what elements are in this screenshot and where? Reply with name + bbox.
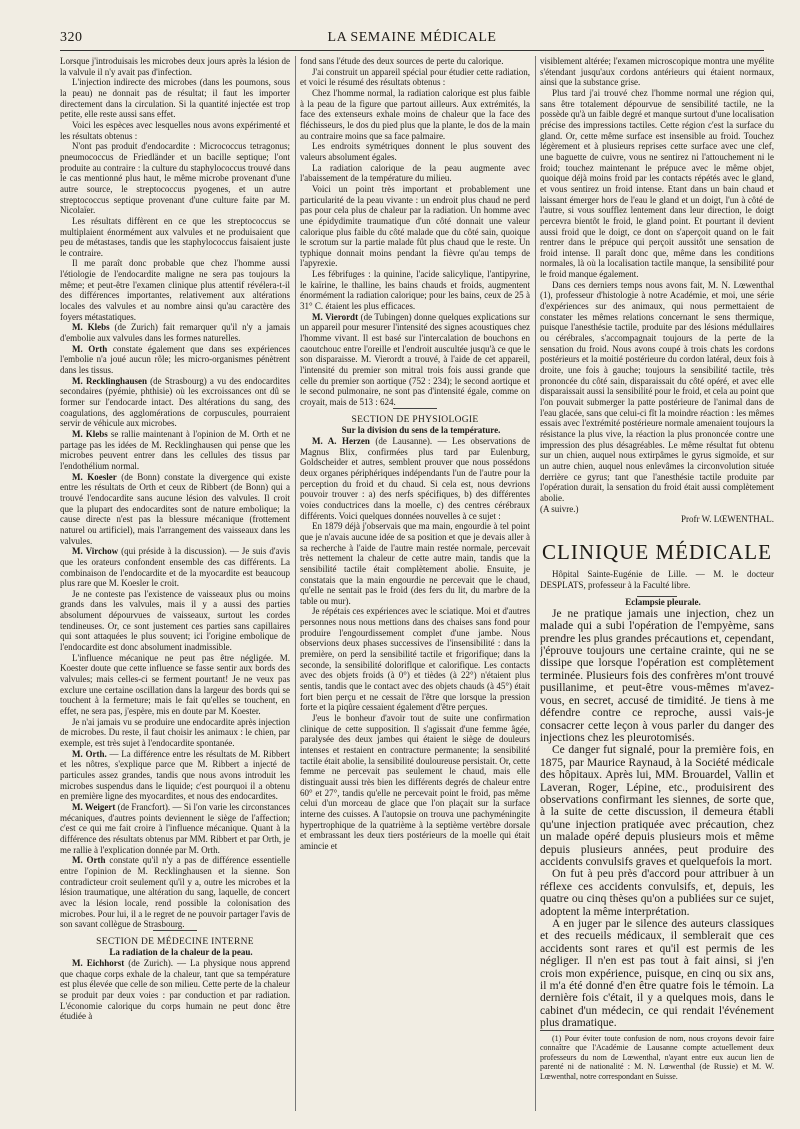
speaker-name: M. Orth [72, 343, 108, 354]
speaker-name: M. Weigert [72, 801, 116, 812]
paragraph: A en juger par le silence des auteurs classiques et des recueils médicaux, il semblerait que ces accidents sont rares et qu'il est permis de les négliger. Il n'en est pas tout à fait ainsi, si j'en crois mon expérience, puisque, en cinq ou six ans, il m'a été donné d'en être quatre fois le témoin. La dernière fois c'était, il y a quelques mois, dans le cabinet d'un médecin, ce qui rendait l'événement plus dramatique. [540, 918, 774, 1030]
speaker-text: (de Zurich) fait remarquer qu'il n'y a jamais d'embolie aux valvules dans les formes naturelles. [60, 322, 290, 344]
speaker-text: (de Lausanne). — Les observations de Magnus Blix, confirmées plus tard par Eulenburg, Goldscheider et autres, semblent prouver que nous possédons deux organes périphériques indépendants l'un de l'autre pour la perception du froid et du chaud. Si cela est, nous devrions pouvoir trouver : a) des nerfs spécifiques, b) des différentes voies conductrices dans la moelle, c) des centres cérébraux différents. Voici quelques données nouvelles à ce sujet : [300, 435, 530, 521]
clinique-byline: Hôpital Sainte-Eugénie de Lille. — M. le docteur DESPLATS, professeur à la Faculté libre. [540, 569, 774, 597]
text-column-middle [300, 56, 530, 1111]
speaker-text: (de Francfort). — Si l'on varie les circonstances mécaniques, d'autres points deviennent le siège de l'affection; c'est ce qui me fait croire à l'influence mécanique. Quant à la différence des résultats obtenus par MM. Ribbert et par Orth, je me rallie à l'explication donnée par M. Orth. [60, 801, 290, 855]
paragraph [60, 958, 290, 1022]
paragraph: Dans ces derniers temps nous avons fait, M. N. Lœwenthal (1), professeur d'histologie à notre Académie, et moi, une série d'expériences sur des animaux, qui nous permettaient de constater les mêmes relations concernant le sens thermique, puisque l'anesthésie tactile, produite par des lésions médullaires ou cérébrales, s'accompagnait toujours de la perte de la sensation du froid. Nous avons coupé à trois chats les cordons postérieurs et la moitié postérieure du cordon latéral, deux fois à droite, une fois à gauche; toujours la sensibilité tactile, très prononcée du côté sain, disparaissait du côté opéré, et avec elle disparaissait aussi la sensibilité pour le froid, et cela au point que l'on pouvait submerger la patte postérieure de l'animal dans de l'eau glacée, sans que celui-ci fît la moindre réaction : les mêmes essais avec l'extrémité postérieure normale amenaient toujours la résistance la plus vive, la réaction la plus prononcée contre une impression des plus désagréables. Le même résultat fut obtenu sur un chien, auquel nous extirpâmes le gyrus sigmoïde, et sur un autre chien, auquel nous enlevâmes la circonvolution située derrière ce gyrus; tant que l'anesthésie tactile produite par l'opération durait, la sensation du froid était aussi complètement abolie. [540, 279, 774, 503]
paragraph [60, 344, 290, 376]
section-heading: SECTION DE PHYSIOLOGIE [300, 408, 530, 426]
page-header [60, 28, 764, 51]
paragraph: L'influence mécanique ne peut pas être négligée. M. Koester doute que cette influence se fasse sentir aux bords des valvules; mais celles-ci se ferment pourtant! Je ne veux pas exclure une certaine oscillation dans la largeur des bords qui se touchent à la fermeture; mais le fait qu'elles se touchent, en effet, ne sera pas, j'espère, mis en doute par M. Koester. [60, 652, 290, 717]
paragraph [60, 546, 290, 589]
paragraph: Lorsque j'introduisais les microbes deux jours après la lésion de la valvule il n'y avait pas d'infection. [60, 56, 290, 77]
paragraph [300, 312, 530, 408]
speaker-text: (de Bonn) constate la divergence qui existe entre les résultats de Orth et ceux de Ribbert (de Bonn) qui a trouvé l'endocardite sans aucune lésion des valvules. Il croit que la plupart des endocardites sont de nature embolique; la cause directe n'est pas la blessure mécanique (frottement naturel ou artificiel), mais l'arrangement des vaisseaux dans les valvules. [60, 471, 290, 546]
paragraph: Ce danger fut signalé, pour la première fois, en 1875, par Maurice Raynaud, à la Société médicale des hôpitaux. Après lui, MM. Brouardel, Vallin et Laveran, Roger, Lépine, etc., produisirent des observations confirmant les siennes, de sorte que, à la suite de cette discussion, il demeura établi qu'une injection pratiquée avec précaution, chez un malade opéré depuis plusieurs mois et même depuis plusieurs années, peut produire des accidents convulsifs graves et quelquefois la mort. [540, 744, 774, 868]
paragraph: Je ne conteste pas l'existence de vaisseaux plus ou moins grands dans les valvules, mais il y a aussi des parties absolument dépourvues de vaisseaux, surtout les cordes tendineuses. Or, ce sont justement ces parties sans capillaires qui sont attaquées le plus souvent; ici l'origine embolique de l'endocardite est donc absolument inadmissible. [60, 588, 290, 653]
paragraph: L'injection indirecte des microbes (dans les poumons, sous la peau) ne donnait pas de résultat; il faut les importer directement dans la circulation. Si la quantité injectée est trop petite, elle reste aussi sans effet. [60, 77, 290, 120]
section-heading: SECTION DE MÉDECINE INTERNE [60, 930, 290, 948]
paragraph: J'eus le bonheur d'avoir tout de suite une confirmation clinique de cette supposition. Il s'agissait d'une femme âgée, paralysée des deux jambes qui étaient le siège de douleurs intenses et restaient en contracture permanente; la sensibilité tactile était abolie, la sensibilité douloureuse persistait. Or, cette femme ne percevait pas seulement le chaud, mais elle distinguait aussi très bien les différents degrés de chaleur entre 60° et 27°, tandis qu'elle ne percevait point le froid, pas même celui d'un morceau de glace que l'on plaçait sur la surface interne des cuisses. A l'autopsie on trouva une pachyméningite hypertrophique de la quatrième à la septième vertèbre dorsale et embrassant les deux tiers postérieurs de la moelle qui était amincie et [300, 713, 530, 851]
paragraph: J'ai construit un appareil spécial pour étudier cette radiation, et voici le résumé des résultats obtenus : [300, 66, 530, 88]
speaker-name: M. Virchow [72, 546, 119, 557]
paragraph [60, 472, 290, 547]
speaker-text: (de Tubingen) donne quelques explications sur un appareil pour mesurer l'intensité des signes acoustiques chez l'homme vivant. Il est basé sur l'intercalation de bouchons en caoutchouc entre l'oreille et l'endroit auscultée jusqu'à ce que le son disparaisse. M. Vierordt a trouvé, à l'aide de cet appareil, l'intensité du premier son mitral trois fois aussi grande que celle du premier son aortique (752 : 234); le second aortique et le second pulmonaire, ne sont pas d'intensité égale, comme on croyait, mais de 513 : 624. [300, 311, 530, 407]
clinique-title: CLINIQUE MÉDICALE [542, 539, 772, 564]
paragraph: Voici les espèces avec lesquelles nous avons expérimenté et les résultats obtenus : [60, 119, 290, 141]
paragraph: Il me paraît donc probable que chez l'homme aussi l'étiologie de l'endocardite maligne ne sera pas toujours la même; et peut-être l'examen clinique plus attentif révélera-t-il des différences importantes, relativement aux altérations locales des valvules et au nombre ainsi qu'au caractère des foyers métastatiques. [60, 258, 290, 322]
paragraph: N'ont pas produit d'endocardite : Micrococcus tetragonus; pneumococcus de Friedländer et un bacille septique; l'ont produite au contraire : la culture du staphylococcus trouvé dans le cas mentionné plus haut, le même microbe provenant d'une autre source, le streptococcus pyogenes, et un autre streptococcus septique provenant d'une culture faite par M. Nicolaïer. [60, 141, 290, 216]
speaker-text: (qui préside à la discussion). — Je suis d'avis que les orateurs confondent ensemble des cas différents. La combinaison de l'endocardite et de la myocardite est beaucoup plus rare que M. Koesler le croit. [60, 546, 290, 589]
speaker-name: M. Eichhorst [72, 958, 125, 969]
column-divider [295, 56, 296, 1111]
paragraph [60, 802, 290, 855]
paragraph: Voici un point très important et probablement une particularité de la peau vivante : un endroit plus chaud ne perd pas pour cela plus de chaleur par la radiation. Un homme avec une épidydimite traumatique d'un côté donnait une valeur calorique plus faible du côté malade que du côté sain, quoique le scrotum sur la partie malade fût plus chaud que le reste. Un typhique donnait moins pendant la fièvre qu'au temps de l'apyrexie. [300, 183, 530, 269]
speaker-text: constate qu'il n'y a pas de différence essentielle entre l'opinion de M. Recklinghausen et la sienne. Son contradicteur croit seulement qu'il y a, outre les microbes et la lésion traumatique, une altération du sang, laquelle, de concert avec la lésion locale, rend possible la colonisation des microbes. Pour lui, il a le regret de ne pouvoir partager l'avis de son savant collègue de Strasbourg. [60, 855, 290, 930]
page-number: 320 [60, 30, 83, 45]
paragraph: La radiation calorique de la peau augmente avec l'abaissement de la température du milieu. [300, 162, 530, 184]
section-subheading: La radiation de la chaleur de la peau. [109, 947, 253, 958]
speaker-name: M. Orth. [72, 748, 107, 759]
speaker-text: — La différence entre les résultats de M. Ribbert et les nôtres, s'explique parce que M. Ribbert a injecté de particules assez grandes, tandis que nous avons introduit les microbes suspendus dans le liquide; c'est pourquoi il a obtenu en première ligne des myocardites, et nous des endocardites. [60, 748, 290, 802]
paragraph: En 1879 déjà j'observais que ma main, engourdie à tel point que je n'avais aucune idée de sa position et que je devais aller à sa recherche à l'aide de l'autre main restée normale, percevait très nettement la chaleur de cette autre main, tandis que la sensibilité tactile était complètement abolie. Ensuite, je constatais que la main engourdie ne percevait que le chaud, qu'elle ne sentait pas le froid (des fers du lit, du marbre de la table ou mur). [300, 521, 530, 606]
paragraph: Les résultats diffèrent en ce que les streptococcus se multiplaient énormément aux valvules et ne produisaient que peu de métastases, tandis que les staphylococcus faisaient juste le contraire. [60, 215, 290, 258]
paragraph [300, 436, 530, 521]
section-subheading: Sur la division du sens de la température. [341, 425, 501, 436]
speaker-text: (de Strasbourg) a vu des endocardites secondaires (pyémie, phthisie) où les excroissances ont dû se former sur l'endocarde intact. Des altérations du sang, des coagulations, des agglomérations de corpuscules, pourraient servir de véhicule aux microbes. [60, 375, 290, 429]
speaker-text: constate également que dans ses expériences l'embolie n'a joué aucun rôle; les micro-organismes pénètrent dans les tissus. [60, 343, 290, 376]
journal-title: LA SEMAINE MÉDICALE [327, 30, 497, 45]
paragraph: Je n'ai jamais vu se produire une endocardite après injection de microbes. Du reste, il faut choisir les animaux : le chien, par exemple, est très sujet à l'endocardite spontanée. [60, 716, 290, 748]
paragraph: Les fébrifuges : la quinine, l'acide salicylique, l'antipyrine, le kaïrine, le thalline, les bains chauds et froids, augmentent énormément la radiation calorique; pour les bains, ceux de 25 à 31° C. étaient les plus efficaces. [300, 269, 530, 312]
footnote: (1) Pour éviter toute confusion de nom, nous croyons devoir faire connaître que l'Académie de Lausanne compte actuellement deux professeurs du nom de Lœwenthal, n'ayant entre eux aucun lien de parenté ni de nationalité : M. N. Lœwenthal (de Russie) et M. W. Lœwenthal, notre correspondant en Suisse. [540, 1030, 774, 1082]
paragraph: visiblement altérée; l'examen microscopique montra une myélite s'étendant jusqu'aux cordons antérieurs qui étaient normaux, ainsi que la substance grise. [540, 56, 774, 88]
speaker-name: M. Orth [72, 855, 106, 866]
column-divider [535, 56, 536, 1111]
paragraph [60, 322, 290, 343]
paragraph: Les endroits symétriques donnent le plus souvent des valeurs absolument égales. [300, 141, 530, 162]
speaker-name: M. Vierordt [312, 311, 359, 322]
paragraph: Je répétais ces expériences avec le sciatique. Moi et d'autres personnes nous nous mettions dans des chaises sans fond pour produire l'engourdissement complet d'une jambe. Nous observions deux phases successives de l'insensibilité : dans la première, on perd la sensibilité tactile et frigorifique; dans la seconde, la sensibilité doloriflque et calorifique. Les contacts avec des objets froids (à 0°) et tièdes (à 22°) n'étaient plus sentis, tandis que le contact avec des objets chauds (à 45°) était fort bien perçu et ne cessait de l'être que lorsque la pression forte et la piqûre cessaient également d'être perçues. [300, 606, 530, 713]
paragraph: On fut à peu près d'accord pour attribuer à un réflexe ces accidents convulsifs, et, depuis, les quatre ou cinq thèses qu'on a publiées sur ce sujet, adoptent la même interprétation. [540, 868, 774, 918]
speaker-text: (de Zurich). — La physique nous apprend que chaque corps exhale de la chaleur, tant que sa température est plus élevée que celle de son milieu. Cette perte de la chaleur se produit par deux voies : par conduction et par radiation. L'économie calorique du corps humain ne peut donc être étudiée à [60, 958, 290, 1022]
paragraph: Chez l'homme normal, la radiation calorique est plus faible à la peau de la figure que partout ailleurs. Aux extrémités, la face des extenseurs exhale moins de chaleur que la face des fléchisseurs, le dos du pied plus que la plante, le dos de la main au contraire moins que sa face palmaire. [300, 87, 530, 141]
paragraph [60, 429, 290, 472]
speaker-name: M. Klebs [72, 322, 110, 333]
to-be-continued: (A suivre.) [540, 503, 579, 514]
paragraph [60, 749, 290, 802]
speaker-text: se rallie maintenant à l'opinion de M. Orth et ne partage pas les idées de M. Recklinghausen qui pense que les microbes peuvent entrer dans les cellules des tissus par l'endothélium normal. [60, 428, 290, 471]
speaker-name: M. Recklinghausen [72, 375, 147, 386]
paragraph [60, 855, 290, 930]
author-signature: Profr W. LŒWENTHAL. [681, 514, 774, 525]
paragraph: Plus tard j'ai trouvé chez l'homme normal une région qui, sans être totalement dépourvue de sensibilité tactile, ne la possède qu'à un faible degré et manque surtout d'une localisation précise des impressions tactiles. Cette région c'est la surface du gland. Or, cette même surface est insensible au froid. Touchez légèrement et à plusieurs reprises cette surface avec une clef, une baguette de cuivre, vous ne sentirez ni l'attouchement ni le froid; touchez maintenant le prépuce avec le même objet, quoique déjà moins froid par les contacts répétés avec le gland, et vous sentirez un froid intense. Etant dans un bain chaud et laissant émerger hors de l'eau le gland et un doigt, l'un à côté de l'autre, si vous soufflez lentement dans leur direction, le doigt percevra bientôt le froid, le gland point. Et pourtant il devient aussi froid que le doigt, ce dont on s'aperçoit quand on le fait rentrer dans le prépuce qui perçoit aussitôt une sensation de froid intense. Il paraît donc que, même dans les conditions normales, là où la localisation tactile manque, la sensibilité pour le froid manque également. [540, 87, 774, 280]
speaker-name: M. Klebs [72, 428, 108, 439]
paragraph [60, 376, 290, 429]
speaker-name: M. Koesler [72, 471, 117, 482]
text-column-left [60, 56, 290, 1111]
paragraph: Je ne pratique jamais une injection, chez un malade qui a subi l'opération de l'empyème, sans prendre les plus grandes précautions et, cependant, j'éprouve toujours une certaine crainte, qui ne se dissipe que lorsque l'opération est complètement terminée. Plusieurs fois des confrères m'ont trouvé pusillanime, et peut-être vous-mêmes m'avez-vous, en secret, accusé de timidité. Je tiens à me défendre contre ce reproche, aussi vais-je consacrer cette leçon à vous parler du danger des injections chez les pleurotomisés. [540, 607, 774, 744]
article-subheading: Eclampsie pleurale. [625, 597, 701, 608]
text-column-right [540, 56, 774, 1111]
paragraph: fond sans l'étude des deux sources de perte du calorique. [300, 56, 504, 66]
speaker-name: M. A. Herzen [312, 435, 370, 446]
